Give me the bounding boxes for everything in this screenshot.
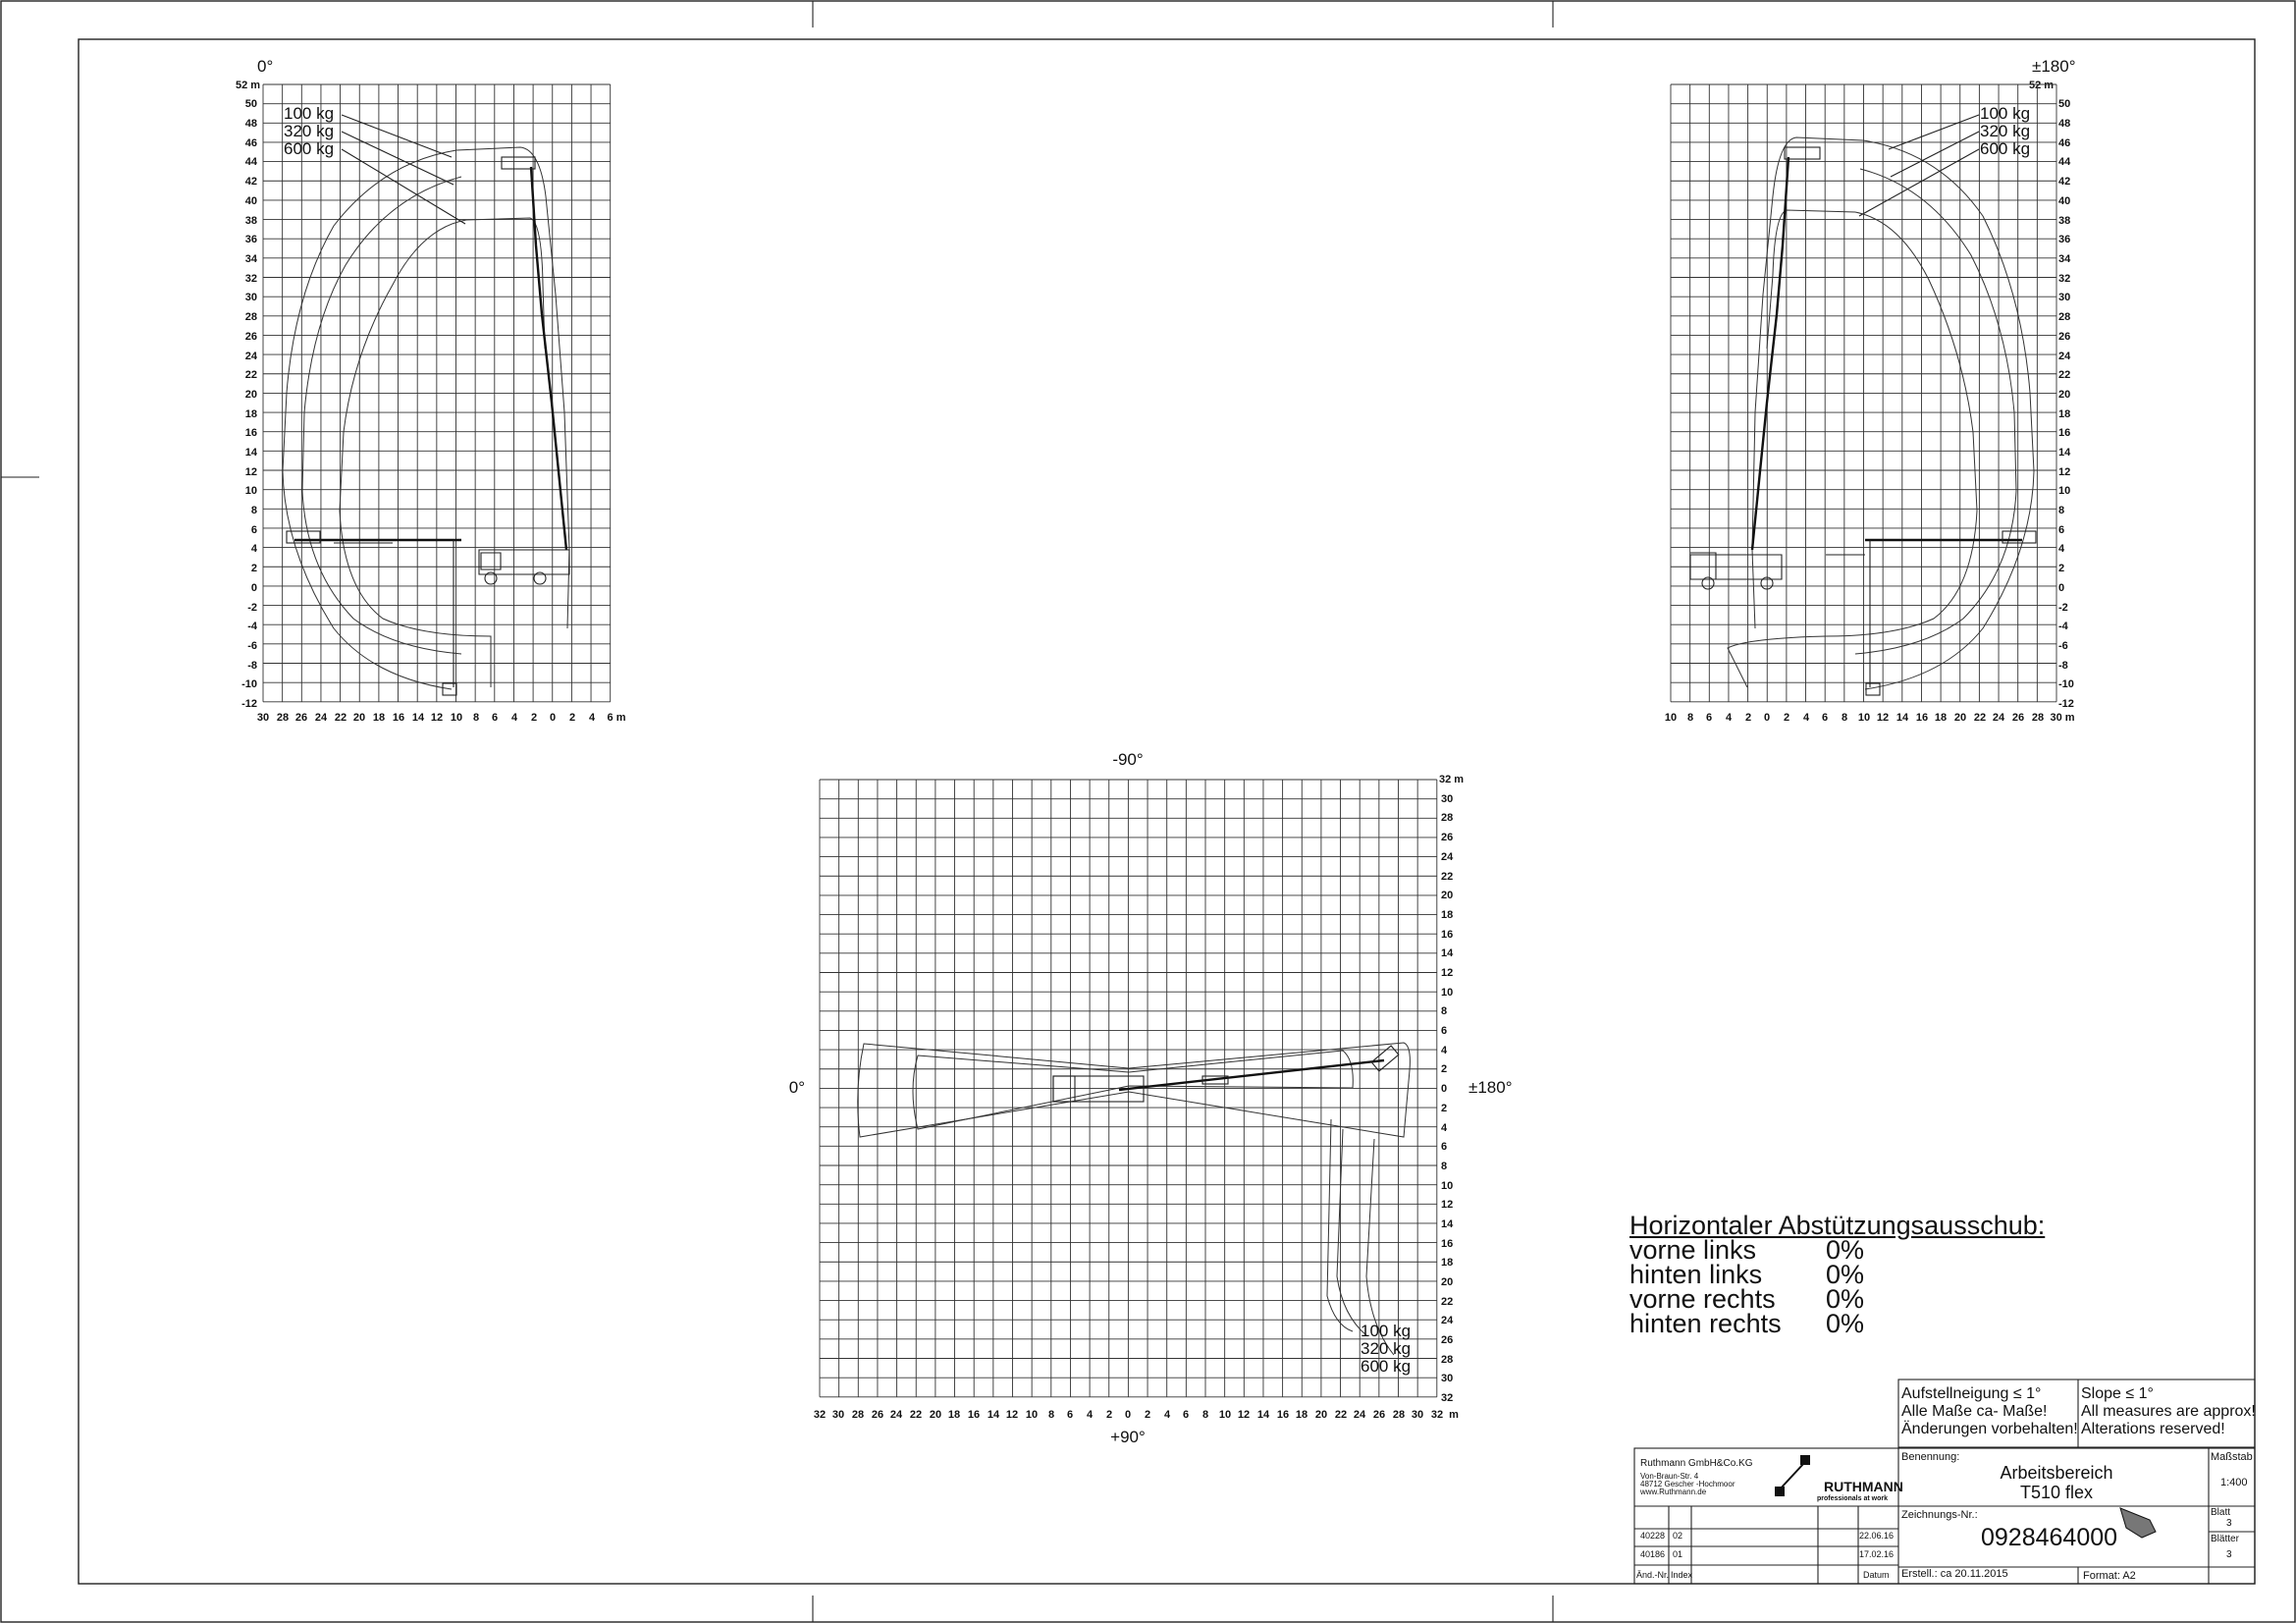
x-tick: 2: [530, 712, 538, 724]
x-tick: 8: [1686, 712, 1694, 724]
y-tick: 28: [244, 311, 257, 323]
x-tick: 4: [588, 712, 596, 724]
y-tick: -10: [241, 678, 257, 690]
y-tick: 50: [2058, 98, 2071, 110]
y-tick: 4: [1441, 1122, 1448, 1134]
y-tick: 4: [1441, 1045, 1448, 1056]
y-tick: 12: [1441, 967, 1454, 979]
y-tick: -6: [247, 640, 257, 652]
envelope-320kg: [302, 177, 461, 654]
y-tick: 12: [1441, 1199, 1454, 1211]
x-axis-ticks-side-0: [257, 712, 626, 724]
y-tick: 36: [2058, 234, 2071, 245]
load-label-600: 600 kg: [284, 139, 335, 158]
leader-600: [1859, 149, 1979, 216]
x-tick: 2: [1744, 712, 1752, 724]
y-tick: 16: [244, 427, 257, 439]
company-name: Ruthmann GmbH&Co.KG: [1640, 1458, 1753, 1469]
revision-index: 01: [1673, 1549, 1683, 1559]
x-tick: 28: [851, 1409, 865, 1421]
y-tick: 18: [1441, 1257, 1454, 1269]
x-tick: 24: [1992, 712, 2005, 724]
y-tick: 0: [1441, 1083, 1448, 1095]
y-tick: 30: [2058, 292, 2071, 303]
x-tick: 16: [1915, 712, 1929, 724]
x-tick: 6: [1705, 712, 1713, 724]
note-german: [1901, 1385, 2078, 1438]
y-tick: 46: [2058, 137, 2071, 149]
outrigger-row-label: hinten rechts: [1629, 1309, 1782, 1338]
x-tick: 8: [472, 712, 480, 724]
massstab-label: Maßstab: [2211, 1451, 2253, 1463]
x-tick: 6: [1821, 712, 1829, 724]
x-tick: 22: [334, 712, 347, 724]
top-view: [789, 750, 1513, 1446]
boom-plan: [1119, 1060, 1384, 1090]
load-label-600: 600 kg: [1980, 139, 2031, 158]
y-tick: 2: [1441, 1103, 1448, 1114]
revision-nr: 40228: [1640, 1531, 1666, 1541]
y-tick: -2: [247, 602, 257, 614]
y-tick: 42: [2058, 176, 2071, 188]
y-tick: 6: [250, 524, 257, 536]
load-label-100: 100 kg: [1361, 1322, 1412, 1340]
y-tick: 48: [244, 118, 257, 130]
outrigger-heading: Horizontaler Abstützungsausschub:: [1629, 1211, 2046, 1240]
y-tick: 8: [1441, 1161, 1448, 1172]
x-tick: 26: [871, 1409, 884, 1421]
y-tick: 2: [250, 563, 257, 574]
logo-line: [1779, 1463, 1804, 1490]
x-tick: 10: [1218, 1409, 1232, 1421]
revision-date: 22.06.16: [1859, 1531, 1895, 1541]
y-tick: 16: [1441, 1238, 1454, 1250]
blaetter-value: 3: [2226, 1549, 2232, 1560]
brand-name: RUTHMANN: [1824, 1479, 1903, 1494]
envelope-100kg: [283, 150, 456, 689]
x-tick: 12: [1237, 1409, 1251, 1421]
y-tick: 48: [2058, 118, 2071, 130]
y-tick: 10: [2058, 485, 2071, 497]
revision-nr: 40186: [1640, 1549, 1666, 1559]
x-tick: 14: [411, 712, 425, 724]
y-tick: 10: [244, 485, 257, 497]
load-label-320: 320 kg: [284, 122, 335, 140]
y-tick: -4: [2058, 621, 2068, 632]
x-tick: 16: [967, 1409, 981, 1421]
note-line: Slope ≤ 1°: [2081, 1385, 2154, 1402]
y-tick: 32: [1441, 1392, 1454, 1404]
blatt-label: Blatt: [2211, 1507, 2231, 1518]
revision-header-nr: Änd.-Nr.: [1636, 1570, 1670, 1580]
outrigger-row-label: hinten links: [1629, 1260, 1763, 1289]
x-tick: 2: [1783, 712, 1790, 724]
y-tick: 24: [1441, 851, 1454, 863]
x-tick: 0: [1763, 712, 1771, 724]
x-axis-ticks-top-view: [814, 1409, 1459, 1421]
x-tick: 2: [1105, 1409, 1113, 1421]
y-tick: 24: [244, 351, 257, 362]
y-tick: 34: [2058, 253, 2071, 265]
outrigger-row-label: vorne links: [1629, 1235, 1757, 1265]
y-tick: -8: [247, 660, 257, 672]
y-tick: 20: [244, 389, 257, 401]
y-tick: 24: [1441, 1315, 1454, 1326]
outrigger-row: [1629, 1309, 2045, 1338]
leader-100: [342, 115, 452, 157]
note-line: Alterations reserved!: [2081, 1421, 2225, 1437]
x-tick: 8: [1047, 1409, 1055, 1421]
x-tick: 18: [947, 1409, 961, 1421]
x-tick: 14: [1896, 712, 1909, 724]
x-axis-ticks-side-180: [1665, 712, 2075, 724]
y-tick: 22: [2058, 369, 2071, 381]
x-tick: 32: [1430, 1409, 1444, 1421]
y-tick: 2: [1441, 1063, 1448, 1075]
y-tick: 8: [250, 505, 257, 516]
y-tick: 18: [2058, 408, 2071, 420]
y-tick: 44: [244, 156, 257, 168]
note-line: Alle Maße ca- Maße!: [1901, 1403, 2048, 1420]
x-tick: 22: [1334, 1409, 1348, 1421]
x-tick: 20: [929, 1409, 942, 1421]
angle-label-180: ±180°: [2032, 57, 2076, 76]
x-tick: 28: [276, 712, 290, 724]
angle-label-0: 0°: [257, 57, 274, 76]
y-unit-label: 52 m: [236, 80, 261, 91]
note-line: Änderungen vorbehalten!: [1901, 1421, 2078, 1437]
note-english: [2081, 1385, 2256, 1438]
revision-header-index: Index: [1671, 1570, 1693, 1580]
x-tick: 4: [1725, 712, 1733, 724]
y-tick: 26: [244, 331, 257, 343]
truck-side-0: [479, 550, 569, 574]
outrigger-row-value: 0%: [1826, 1260, 1865, 1289]
x-tick: 24: [889, 1409, 903, 1421]
envelope-600kg: [340, 220, 491, 687]
load-label-100: 100 kg: [284, 104, 335, 123]
y-tick: 30: [244, 292, 257, 303]
x-tick: 18: [1934, 712, 1948, 724]
y-tick: -12: [2058, 698, 2074, 710]
y-tick: 26: [1441, 832, 1454, 843]
y-tick: 18: [244, 408, 257, 420]
y-tick: 0: [2058, 582, 2065, 594]
revision-date: 17.02.16: [1859, 1549, 1895, 1559]
y-tick: 22: [1441, 871, 1454, 883]
y-tick: 14: [1441, 1218, 1454, 1230]
benennung-label: Benennung:: [1901, 1451, 1960, 1463]
address-line: 48712 Gescher -Hochmoor: [1640, 1480, 1735, 1488]
angle-label-plus90: +90°: [1110, 1428, 1146, 1446]
envelope-plan-down-100: [1327, 1119, 1353, 1331]
outrigger-notes: [1629, 1211, 2046, 1338]
y-tick: 32: [244, 273, 257, 285]
envelope-100kg: [1863, 140, 2034, 689]
blaetter-label: Blätter: [2211, 1534, 2239, 1544]
x-tick: 18: [1295, 1409, 1308, 1421]
x-tick: 14: [987, 1409, 1000, 1421]
y-tick: 6: [2058, 524, 2065, 536]
hand-pointer-icon: [2120, 1508, 2156, 1538]
y-tick: 42: [244, 176, 257, 188]
x-tick: 10: [1857, 712, 1871, 724]
y-tick: 28: [1441, 1354, 1454, 1366]
x-tick: 24: [1353, 1409, 1366, 1421]
x-tick: 4: [510, 712, 518, 724]
y-tick: 44: [2058, 156, 2071, 168]
x-tick: 26: [1372, 1409, 1386, 1421]
envelope-320kg: [1855, 169, 2016, 654]
x-tick: 4: [1163, 1409, 1171, 1421]
y-tick: 20: [2058, 389, 2071, 401]
envelope-600kg: [1728, 212, 1977, 687]
y-tick: 22: [1441, 1296, 1454, 1308]
logo-square-top: [1800, 1455, 1810, 1465]
y-tick: 26: [1441, 1334, 1454, 1346]
y-tick: 16: [1441, 929, 1454, 941]
x-tick: 20: [1314, 1409, 1328, 1421]
x-tick: 0: [549, 712, 557, 724]
x-tick: 22: [909, 1409, 923, 1421]
y-tick: 38: [2058, 215, 2071, 227]
y-tick: -2: [2058, 602, 2068, 614]
y-tick: 28: [2058, 311, 2071, 323]
y-tick: 40: [244, 195, 257, 207]
x-tick: 6: [1066, 1409, 1074, 1421]
y-unit-label: 52 m: [2029, 80, 2055, 91]
revision-header-date: Datum: [1863, 1570, 1890, 1580]
massstab-value: 1:400: [2220, 1477, 2248, 1488]
y-tick: 22: [244, 369, 257, 381]
basket-top: [1785, 147, 1820, 159]
y-tick: 32: [2058, 273, 2071, 285]
truck-side-180: [1690, 553, 1782, 579]
x-tick: 14: [1256, 1409, 1270, 1421]
angle-label-minus90: -90°: [1112, 750, 1144, 769]
x-tick: 6 m: [607, 712, 626, 724]
address-line: www.Ruthmann.de: [1640, 1488, 1707, 1496]
outrigger-row-label: vorne rechts: [1629, 1284, 1776, 1314]
x-tick: m: [1449, 1409, 1459, 1421]
y-tick: 4: [250, 543, 257, 555]
logo-square-bottom: [1775, 1487, 1785, 1496]
y-tick: 30: [1441, 793, 1454, 805]
y-tick: 46: [244, 137, 257, 149]
y-tick: -10: [2058, 678, 2074, 690]
y-tick: 20: [1441, 890, 1454, 901]
x-tick: 30 m: [2050, 712, 2075, 724]
x-tick: 28: [1392, 1409, 1406, 1421]
y-tick: 4: [2058, 543, 2065, 555]
y-unit-label: 32 m: [1439, 774, 1465, 785]
y-tick: 10: [1441, 1180, 1454, 1192]
y-tick: 6: [1441, 1025, 1448, 1037]
x-tick: 24: [314, 712, 328, 724]
benennung-line: T510 flex: [2019, 1483, 2094, 1502]
angle-label-180: ±180°: [1468, 1078, 1513, 1097]
x-tick: 12: [430, 712, 444, 724]
x-tick: 26: [2011, 712, 2025, 724]
y-tick: 18: [1441, 909, 1454, 921]
x-tick: 8: [1201, 1409, 1209, 1421]
x-tick: 10: [1025, 1409, 1039, 1421]
y-tick: 28: [1441, 812, 1454, 824]
y-tick: -8: [2058, 660, 2068, 672]
y-tick: 6: [1441, 1141, 1448, 1153]
load-label-320: 320 kg: [1361, 1339, 1412, 1358]
note-line: All measures are approx!: [2081, 1403, 2256, 1420]
outrigger-row-value: 0%: [1826, 1309, 1865, 1338]
y-tick: 40: [2058, 195, 2071, 207]
benennung-line: Arbeitsbereich: [2000, 1463, 2113, 1483]
x-tick: 30: [831, 1409, 845, 1421]
zeichnungs-number: 0928464000: [1981, 1524, 2118, 1551]
y-tick: 34: [244, 253, 257, 265]
x-tick: 2: [1144, 1409, 1151, 1421]
x-tick: 28: [2031, 712, 2045, 724]
x-tick: 12: [1876, 712, 1890, 724]
x-tick: 12: [1005, 1409, 1019, 1421]
side-view-0: [236, 57, 626, 724]
x-tick: 4: [1086, 1409, 1094, 1421]
grid-side-180: [1671, 84, 2056, 702]
y-tick: 38: [244, 215, 257, 227]
y-tick: 8: [1441, 1005, 1448, 1017]
y-tick: 14: [1441, 947, 1454, 959]
x-tick: 16: [392, 712, 405, 724]
brand-tagline: professionals at work: [1817, 1495, 1888, 1502]
y-tick: 10: [1441, 987, 1454, 999]
y-axis-ticks-top-view: [1441, 793, 1454, 1404]
erstellt-date: Erstell.: ca 20.11.2015: [1901, 1568, 2008, 1580]
x-tick: 16: [1276, 1409, 1290, 1421]
x-tick: 10: [450, 712, 463, 724]
x-tick: 6: [1182, 1409, 1190, 1421]
note-line: Aufstellneigung ≤ 1°: [1901, 1385, 2042, 1402]
side-view-180: [1665, 57, 2076, 724]
format-label: Format: A2: [2083, 1570, 2136, 1582]
y-tick: 20: [1441, 1276, 1454, 1288]
revision-index: 02: [1673, 1531, 1683, 1541]
y-tick: -6: [2058, 640, 2068, 652]
address-line: Von-Braun-Str. 4: [1640, 1472, 1699, 1481]
y-tick: 0: [250, 582, 257, 594]
y-tick: 16: [2058, 427, 2071, 439]
load-label-320: 320 kg: [1980, 122, 2031, 140]
y-tick: 14: [244, 447, 257, 459]
y-tick: -4: [247, 621, 257, 632]
y-tick: 12: [2058, 466, 2071, 478]
y-tick: 8: [2058, 505, 2065, 516]
x-tick: 22: [1973, 712, 1987, 724]
y-tick: 2: [2058, 563, 2065, 574]
y-tick: 36: [244, 234, 257, 245]
y-tick: 14: [2058, 447, 2071, 459]
x-tick: 0: [1124, 1409, 1132, 1421]
x-tick: 32: [813, 1409, 827, 1421]
outrigger-row-value: 0%: [1826, 1235, 1865, 1265]
benennung-value: [1953, 1463, 2160, 1502]
envelope-plan-down-320: [1337, 1129, 1366, 1335]
x-tick: 10: [1664, 712, 1678, 724]
load-label-100: 100 kg: [1980, 104, 2031, 123]
x-tick: 30: [1411, 1409, 1424, 1421]
x-tick: 26: [294, 712, 308, 724]
y-axis-ticks-side-180: [2058, 98, 2074, 710]
x-tick: 8: [1841, 712, 1848, 724]
x-tick: 18: [372, 712, 386, 724]
y-tick: 24: [2058, 351, 2071, 362]
y-tick: 50: [244, 98, 257, 110]
angle-label-0: 0°: [788, 1078, 805, 1097]
x-tick: 4: [1802, 712, 1810, 724]
x-tick: 20: [1953, 712, 1967, 724]
x-tick: 2: [568, 712, 576, 724]
outrigger-row-value: 0%: [1826, 1284, 1865, 1314]
blatt-value: 3: [2226, 1518, 2232, 1529]
x-tick: 20: [352, 712, 366, 724]
load-label-600: 600 kg: [1361, 1357, 1412, 1376]
leader-320: [1891, 132, 1979, 177]
y-tick: 12: [244, 466, 257, 478]
x-tick: 6: [491, 712, 499, 724]
company-address: [1640, 1473, 1735, 1496]
zeichnungs-label: Zeichnungs-Nr.:: [1901, 1509, 1978, 1521]
x-tick: 30: [256, 712, 270, 724]
y-tick: 26: [2058, 331, 2071, 343]
y-tick: -12: [241, 698, 257, 710]
y-axis-ticks-side-0: [241, 98, 258, 710]
y-tick: 30: [1441, 1373, 1454, 1384]
